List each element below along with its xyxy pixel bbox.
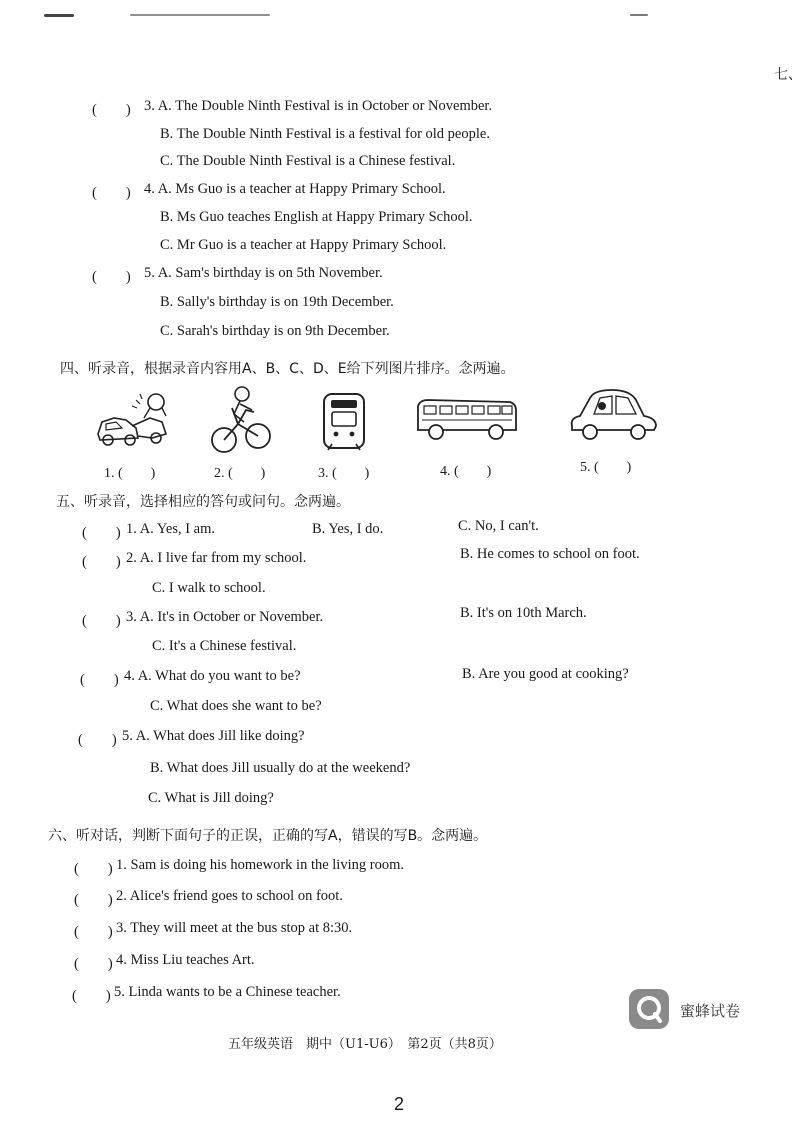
question-option: B. The Double Ninth Festival is a festival for old people. [160,126,490,142]
answer-paren: ( ) [74,861,113,877]
answer-paren: ( ) [82,554,121,570]
car-accident-picture [92,388,172,452]
answer-paren: ( ) [92,185,131,201]
top-scan-line [630,14,648,16]
true-false-statement: 5. Linda wants to be a Chinese teacher. [114,984,341,1000]
question-option: C. What does she want to be? [150,698,322,714]
section-4-heading: 四、听录音，根据录音内容用A、B、C、D、E给下列图片排序。念两遍。 [60,361,515,377]
top-scan-line [44,14,74,17]
question-option: 5. A. Sam's birthday is on 5th November. [144,265,383,281]
answer-paren: ( ) [74,924,113,940]
watermark-logo-icon [628,988,670,1030]
picture-order-blank: 1. ( ) [104,466,156,481]
question-option: C. The Double Ninth Festival is a Chinese festival. [160,153,456,169]
section-6-heading: 六、听对话，判断下面句子的正误，正确的写A，错误的写B。念两遍。 [48,828,488,844]
answer-paren: ( ) [80,672,119,688]
question-option: B. Yes, I do. [312,521,384,537]
question-option: 2. A. I live far from my school. [126,550,307,566]
true-false-statement: 3. They will meet at the bus stop at 8:30. [116,920,353,936]
section-5-heading: 五、听录音，选择相应的答句或问句。念两遍。 [56,494,350,510]
top-scan-line [130,14,270,16]
true-false-statement: 2. Alice's friend goes to school on foot. [116,888,343,904]
question-option: B. Are you good at cooking? [462,666,629,682]
corner-section-mark: 七、 [774,68,802,83]
question-option: C. What is Jill doing? [148,790,274,806]
question-option: C. Sarah's birthday is on 9th December. [160,323,390,339]
page-number: 2 [394,1094,405,1114]
question-option: B. Ms Guo teaches English at Happy Primary School. [160,209,473,225]
question-option: B. Sally's birthday is on 19th December. [160,294,394,310]
page-footer: 五年级英语 期中（U1-U6） 第2页（共8页） [228,1037,502,1052]
answer-paren: ( ) [72,988,111,1004]
car-picture [566,386,660,442]
question-option: B. It's on 10th March. [460,605,587,621]
question-option: 5. A. What does Jill like doing? [122,728,305,744]
question-option: B. What does Jill usually do at the weekend? [150,760,411,776]
answer-paren: ( ) [92,102,131,118]
school-bus-picture [414,396,518,442]
answer-paren: ( ) [78,732,117,748]
picture-order-blank: 5. ( ) [580,460,632,475]
question-option: C. Mr Guo is a teacher at Happy Primary School. [160,237,447,253]
watermark-text: 蜜蜂试卷 [680,1002,741,1020]
answer-paren: ( ) [92,269,131,285]
train-picture [322,392,366,450]
answer-paren: ( ) [82,525,121,541]
question-option: C. I walk to school. [152,580,266,596]
true-false-statement: 4. Miss Liu teaches Art. [116,952,255,968]
picture-order-blank: 2. ( ) [214,466,266,481]
picture-order-blank: 4. ( ) [440,464,492,479]
question-option: B. He comes to school on foot. [460,546,640,562]
picture-order-blank: 3. ( ) [318,466,370,481]
question-option: 1. A. Yes, I am. [126,521,216,537]
bicycle-picture [210,384,272,456]
answer-paren: ( ) [82,613,121,629]
question-option: C. It's a Chinese festival. [152,638,297,654]
answer-paren: ( ) [74,956,113,972]
answer-paren: ( ) [74,892,113,908]
question-option: 4. A. What do you want to be? [124,668,301,684]
question-option: 4. A. Ms Guo is a teacher at Happy Primary School. [144,181,446,197]
true-false-statement: 1. Sam is doing his homework in the living room. [116,857,404,873]
question-option: 3. A. It's in October or November. [126,609,324,625]
question-option: 3. A. The Double Ninth Festival is in October or November. [144,98,493,114]
question-option: C. No, I can't. [458,518,539,534]
